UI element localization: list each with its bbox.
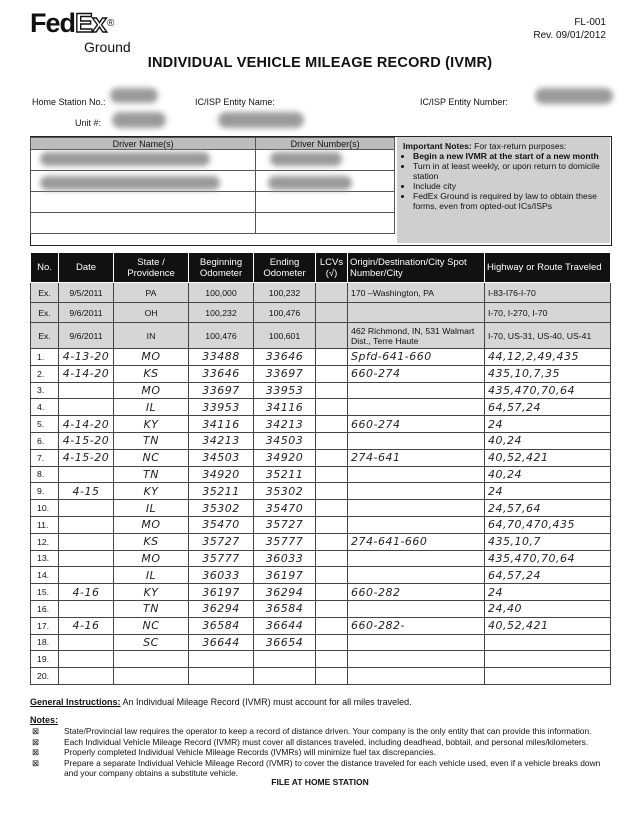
log-cell-state[interactable]: KY [114,584,189,601]
example-row [31,283,611,303]
log-cell-date[interactable]: 4-13-20 [59,349,114,366]
notes-heading: Notes: [30,715,59,725]
log-cell-date[interactable] [59,668,114,685]
redacted-driver-number-2 [268,176,352,190]
log-cell-lcv[interactable] [316,483,348,500]
log-cell-end-odometer[interactable]: 34116 [254,399,316,416]
driver-number-cell[interactable] [256,213,395,234]
log-row [31,634,611,651]
example-cell-end-odometer: 100,476 [254,303,316,323]
example-cell-origin-destination: 462 Richmond, IN, 531 Walmart Dist., Terre Haute [348,323,485,349]
log-row [31,550,611,567]
redacted-entity-name [218,112,304,128]
log-cell-date[interactable]: 4-15-20 [59,432,114,449]
log-cell-begin-odometer[interactable]: 35211 [189,483,254,500]
log-cell-no: 7. [31,449,59,466]
col-begin-odometer: Beginning Odometer [189,253,254,283]
log-row [31,432,611,449]
log-cell-begin-odometer[interactable]: 34920 [189,466,254,483]
log-cell-no: 14. [31,567,59,584]
col-lcvs: LCVs (√) [316,253,348,283]
driver-name-header: Driver Name(s) [31,138,256,150]
log-cell-no: 5. [31,416,59,433]
important-note-item: • FedEx Ground is required by law to obtain these forms, even from opted-out ICs/ISPs [413,191,604,211]
notes-list [30,726,610,779]
log-cell-end-odometer[interactable]: 35777 [254,533,316,550]
log-cell-lcv[interactable] [316,349,348,366]
log-cell-begin-odometer[interactable]: 36197 [189,584,254,601]
log-cell-end-odometer[interactable]: 36584 [254,600,316,617]
log-cell-origin-destination[interactable] [348,483,485,500]
log-cell-highway[interactable] [485,668,611,685]
redacted-driver-name-2 [40,176,220,190]
log-cell-state[interactable] [114,651,189,668]
note-item: ⊠ Each Individual Vehicle Mileage Record (IVMR) must cover all distances traveled, including deadhead, bobtail, and personal miles/kilometers. [32,736,589,747]
important-note-item: • Include city [413,181,604,191]
log-cell-highway[interactable]: 435,470,70,64 [485,550,611,567]
log-cell-origin-destination[interactable] [348,500,485,517]
log-cell-highway[interactable]: 40,24 [485,432,611,449]
log-cell-highway[interactable]: 24 [485,416,611,433]
unit-label: Unit #: [75,118,102,128]
log-cell-end-odometer[interactable]: 33953 [254,382,316,399]
log-cell-state[interactable]: TN [114,466,189,483]
log-cell-end-odometer[interactable]: 33697 [254,365,316,382]
example-cell-state: IN [114,323,189,349]
driver-name-cell[interactable] [31,213,256,234]
log-cell-highway[interactable]: 24,40 [485,600,611,617]
important-note-item: • Begin a new IVMR at the start of a new month [413,151,604,161]
driver-name-cell[interactable] [31,192,256,213]
log-cell-state[interactable]: IL [114,399,189,416]
log-cell-end-odometer[interactable] [254,668,316,685]
log-cell-end-odometer[interactable] [254,651,316,668]
log-cell-date[interactable] [59,466,114,483]
log-cell-begin-odometer[interactable]: 33953 [189,399,254,416]
log-cell-no: 9. [31,483,59,500]
log-cell-end-odometer[interactable]: 35727 [254,516,316,533]
log-cell-begin-odometer[interactable]: 35777 [189,550,254,567]
log-cell-lcv[interactable] [316,550,348,567]
log-cell-state[interactable]: MO [114,349,189,366]
log-cell-origin-destination[interactable]: 660-282- [348,617,485,634]
driver-number-header: Driver Number(s) [256,138,395,150]
log-cell-date[interactable] [59,533,114,550]
log-cell-state[interactable]: SC [114,634,189,651]
log-cell-lcv[interactable] [316,617,348,634]
log-cell-date[interactable] [59,651,114,668]
log-cell-date[interactable] [59,550,114,567]
log-cell-date[interactable]: 4-14-20 [59,416,114,433]
example-row [31,323,611,349]
log-cell-origin-destination[interactable] [348,651,485,668]
log-cell-lcv[interactable] [316,651,348,668]
entity-number-label: IC/ISP Entity Number: [420,97,508,107]
log-cell-begin-odometer[interactable]: 36584 [189,617,254,634]
log-cell-state[interactable]: MO [114,382,189,399]
mileage-log-table [30,252,611,685]
log-cell-state[interactable]: TN [114,600,189,617]
col-date: Date [59,253,114,283]
log-cell-lcv[interactable] [316,416,348,433]
log-cell-no: 17. [31,617,59,634]
log-cell-origin-destination[interactable] [348,432,485,449]
home-station-label: Home Station No.: [32,97,106,107]
log-cell-no: 18. [31,634,59,651]
form-number-block [533,16,606,42]
form-revision: Rev. 09/01/2012 [533,30,606,41]
fedex-logo [30,10,113,37]
log-cell-lcv[interactable] [316,516,348,533]
log-cell-no: 15. [31,584,59,601]
log-cell-origin-destination[interactable] [348,567,485,584]
log-cell-end-odometer[interactable]: 36033 [254,550,316,567]
log-row [31,349,611,366]
checkbox-marker-icon: ⊠ [32,726,40,736]
log-cell-highway[interactable]: 24 [485,483,611,500]
log-cell-highway[interactable]: 64,57,24 [485,399,611,416]
logo-ground: Ground [84,39,131,55]
log-cell-no: 10. [31,500,59,517]
log-cell-no: 6. [31,432,59,449]
important-note-item: • Turn in at least weekly, or upon return to domicile station [413,161,604,181]
log-cell-lcv[interactable] [316,600,348,617]
log-cell-origin-destination[interactable]: 274-641-660 [348,533,485,550]
log-cell-lcv[interactable] [316,432,348,449]
note-item: ⊠ Properly completed Individual Vehicle Mileage Records (IVMRs) will minimize fuel tax discrepancies. [32,747,436,757]
log-cell-lcv[interactable] [316,533,348,550]
log-cell-origin-destination[interactable]: Spfd-641-660 [348,349,485,366]
entity-name-label: IC/ISP Entity Name: [195,97,275,107]
log-cell-origin-destination[interactable] [348,399,485,416]
col-state: State / Providence [114,253,189,283]
col-end-odometer: Ending Odometer [254,253,316,283]
logo-ex: Ex [75,8,107,38]
log-cell-origin-destination[interactable] [348,600,485,617]
log-cell-begin-odometer[interactable]: 35727 [189,533,254,550]
log-cell-state[interactable]: KS [114,365,189,382]
log-cell-begin-odometer[interactable]: 34213 [189,432,254,449]
log-row [31,567,611,584]
log-cell-lcv[interactable] [316,466,348,483]
example-cell-date: 9/6/2011 [59,303,114,323]
log-cell-date[interactable]: 4-16 [59,584,114,601]
note-item: ⊠ Prepare a separate Individual Vehicle Mileage Record (IVMR) to cover the distance traveled for each vehicle used, even if a vehicle breaks down and your company obtains a substitute vehicle. [32,757,601,778]
log-cell-date[interactable] [59,500,114,517]
page-title: INDIVIDUAL VEHICLE MILEAGE RECORD (IVMR) [147,55,493,71]
log-cell-end-odometer[interactable]: 35211 [254,466,316,483]
log-cell-date[interactable]: 4-15-20 [59,449,114,466]
checkbox-marker-icon: ⊠ [32,757,40,768]
log-cell-highway[interactable]: 64,70,470,435 [485,516,611,533]
example-cell-highway: I-70, US-31, US-40, US-41 [485,323,611,349]
log-cell-state[interactable]: IL [114,500,189,517]
log-cell-lcv[interactable] [316,668,348,685]
logo-fed: Fed [30,8,76,38]
log-row [31,533,611,550]
log-cell-begin-odometer[interactable]: 33646 [189,365,254,382]
important-notes-heading: Important Notes: [403,141,472,151]
log-cell-state[interactable] [114,668,189,685]
log-row [31,500,611,517]
redacted-unit [112,112,166,128]
log-row [31,382,611,399]
log-cell-begin-odometer[interactable]: 36294 [189,600,254,617]
log-cell-state[interactable]: MO [114,516,189,533]
example-cell-state: OH [114,303,189,323]
log-cell-highway[interactable]: 24 [485,584,611,601]
log-header-row [31,253,611,283]
log-row [31,466,611,483]
log-cell-no: 11. [31,516,59,533]
log-cell-begin-odometer[interactable] [189,651,254,668]
log-row [31,600,611,617]
log-cell-begin-odometer[interactable]: 35470 [189,516,254,533]
form-number: FL-001 [574,17,606,28]
log-cell-begin-odometer[interactable] [189,668,254,685]
log-cell-end-odometer[interactable]: 34213 [254,416,316,433]
example-cell-date: 9/6/2011 [59,323,114,349]
example-cell-no: Ex. [31,283,59,303]
log-cell-date[interactable] [59,399,114,416]
example-cell-end-odometer: 100,232 [254,283,316,303]
log-row [31,416,611,433]
example-cell-highway: I-83-I76-I-70 [485,283,611,303]
example-cell-end-odometer: 100,601 [254,323,316,349]
log-cell-end-odometer[interactable]: 34503 [254,432,316,449]
log-cell-begin-odometer[interactable]: 34503 [189,449,254,466]
log-cell-no: 13. [31,550,59,567]
col-no: No. [31,253,59,283]
checkbox-marker-icon: ⊠ [32,736,40,747]
redacted-home-station [110,88,158,103]
example-cell-lcv [316,323,348,349]
general-instructions [30,697,412,707]
log-cell-state[interactable]: IL [114,567,189,584]
example-cell-begin-odometer: 100,232 [189,303,254,323]
log-row [31,584,611,601]
driver-number-cell[interactable] [256,192,395,213]
log-cell-lcv[interactable] [316,382,348,399]
log-cell-date[interactable]: 4-15 [59,483,114,500]
log-cell-origin-destination[interactable]: 660-282 [348,584,485,601]
example-cell-begin-odometer: 100,000 [189,283,254,303]
log-cell-highway[interactable]: 435,10,7,35 [485,365,611,382]
log-cell-lcv[interactable] [316,449,348,466]
log-cell-date[interactable] [59,516,114,533]
file-at-home-station: FILE AT HOME STATION [271,777,369,787]
log-cell-lcv[interactable] [316,584,348,601]
log-cell-origin-destination[interactable] [348,516,485,533]
important-notes-intro: For tax-return purposes: [471,141,567,151]
log-cell-lcv[interactable] [316,500,348,517]
log-cell-state[interactable]: KS [114,533,189,550]
log-cell-highway[interactable]: 40,24 [485,466,611,483]
log-cell-origin-destination[interactable] [348,668,485,685]
log-cell-state[interactable]: KY [114,416,189,433]
log-row [31,651,611,668]
log-cell-no: 1. [31,349,59,366]
log-cell-end-odometer[interactable]: 36294 [254,584,316,601]
log-row [31,365,611,382]
log-cell-highway[interactable]: 435,10,7 [485,533,611,550]
log-cell-begin-odometer[interactable]: 35302 [189,500,254,517]
log-cell-date[interactable] [59,382,114,399]
log-cell-highway[interactable]: 40,52,421 [485,617,611,634]
log-cell-begin-odometer[interactable]: 36033 [189,567,254,584]
log-cell-end-odometer[interactable]: 35470 [254,500,316,517]
log-cell-lcv[interactable] [316,634,348,651]
log-cell-highway[interactable]: 44,12,2,49,435 [485,349,611,366]
log-row [31,483,611,500]
log-cell-begin-odometer[interactable]: 33488 [189,349,254,366]
redacted-driver-name-1 [40,152,210,166]
example-cell-date: 9/5/2011 [59,283,114,303]
log-cell-begin-odometer[interactable]: 33697 [189,382,254,399]
example-cell-begin-odometer: 100,476 [189,323,254,349]
log-cell-state[interactable]: NC [114,617,189,634]
example-cell-no: Ex. [31,303,59,323]
log-cell-no: 2. [31,365,59,382]
log-cell-state[interactable]: KY [114,483,189,500]
log-cell-date[interactable] [59,600,114,617]
log-cell-highway[interactable]: 40,52,421 [485,449,611,466]
log-cell-lcv[interactable] [316,365,348,382]
example-cell-state: PA [114,283,189,303]
log-cell-end-odometer[interactable]: 36654 [254,634,316,651]
log-cell-no: 8. [31,466,59,483]
general-instructions-label: General Instructions: [30,697,121,707]
log-cell-origin-destination[interactable] [348,466,485,483]
log-cell-begin-odometer[interactable]: 36644 [189,634,254,651]
log-cell-no: 12. [31,533,59,550]
col-origin-destination: Origin/Destination/City Spot Number/City [348,253,485,283]
example-cell-origin-destination: 170 –Washington, PA [348,283,485,303]
log-row [31,449,611,466]
log-cell-no: 20. [31,668,59,685]
log-cell-lcv[interactable] [316,399,348,416]
log-cell-date[interactable] [59,634,114,651]
log-cell-highway[interactable] [485,651,611,668]
log-cell-origin-destination[interactable]: 660-274 [348,365,485,382]
log-cell-no: 16. [31,600,59,617]
log-row [31,668,611,685]
log-row [31,617,611,634]
log-cell-end-odometer[interactable]: 33646 [254,349,316,366]
log-cell-begin-odometer[interactable]: 34116 [189,416,254,433]
log-cell-highway[interactable]: 435,470,70,64 [485,382,611,399]
log-cell-end-odometer[interactable]: 34920 [254,449,316,466]
log-row [31,516,611,533]
log-cell-highway[interactable]: 64,57,24 [485,567,611,584]
example-cell-lcv [316,303,348,323]
log-cell-origin-destination[interactable] [348,382,485,399]
log-cell-origin-destination[interactable] [348,634,485,651]
log-cell-lcv[interactable] [316,567,348,584]
log-cell-no: 19. [31,651,59,668]
note-item: ⊠ State/Provincial law requires the operator to keep a record of distance driven. Your company is the only entity that can provide this information. [32,726,592,736]
log-cell-end-odometer[interactable]: 36644 [254,617,316,634]
log-cell-state[interactable]: NC [114,449,189,466]
redacted-driver-number-1 [270,152,342,166]
log-cell-no: 3. [31,382,59,399]
example-cell-origin-destination [348,303,485,323]
log-cell-date[interactable]: 4-16 [59,617,114,634]
log-cell-origin-destination[interactable]: 274-641 [348,449,485,466]
checkbox-marker-icon: ⊠ [32,747,40,757]
important-notes-box [397,137,610,243]
log-cell-no: 4. [31,399,59,416]
log-cell-end-odometer[interactable]: 36197 [254,567,316,584]
col-highway: Highway or Route Traveled [485,253,611,283]
logo-registered: ® [107,18,114,29]
example-row [31,303,611,323]
example-cell-no: Ex. [31,323,59,349]
log-cell-date[interactable]: 4-14-20 [59,365,114,382]
example-cell-highway: I-70, I-270, I-70 [485,303,611,323]
log-cell-highway[interactable] [485,634,611,651]
log-cell-origin-destination[interactable]: 660-274 [348,416,485,433]
general-instructions-text: An Individual Mileage Record (IVMR) must account for all miles traveled. [120,697,412,707]
log-cell-date[interactable] [59,567,114,584]
log-row [31,399,611,416]
example-cell-lcv [316,283,348,303]
log-cell-origin-destination[interactable] [348,550,485,567]
log-cell-state[interactable]: TN [114,432,189,449]
log-cell-highway[interactable]: 24,57,64 [485,500,611,517]
redacted-entity-number [535,88,613,104]
log-cell-state[interactable]: MO [114,550,189,567]
log-cell-end-odometer[interactable]: 35302 [254,483,316,500]
